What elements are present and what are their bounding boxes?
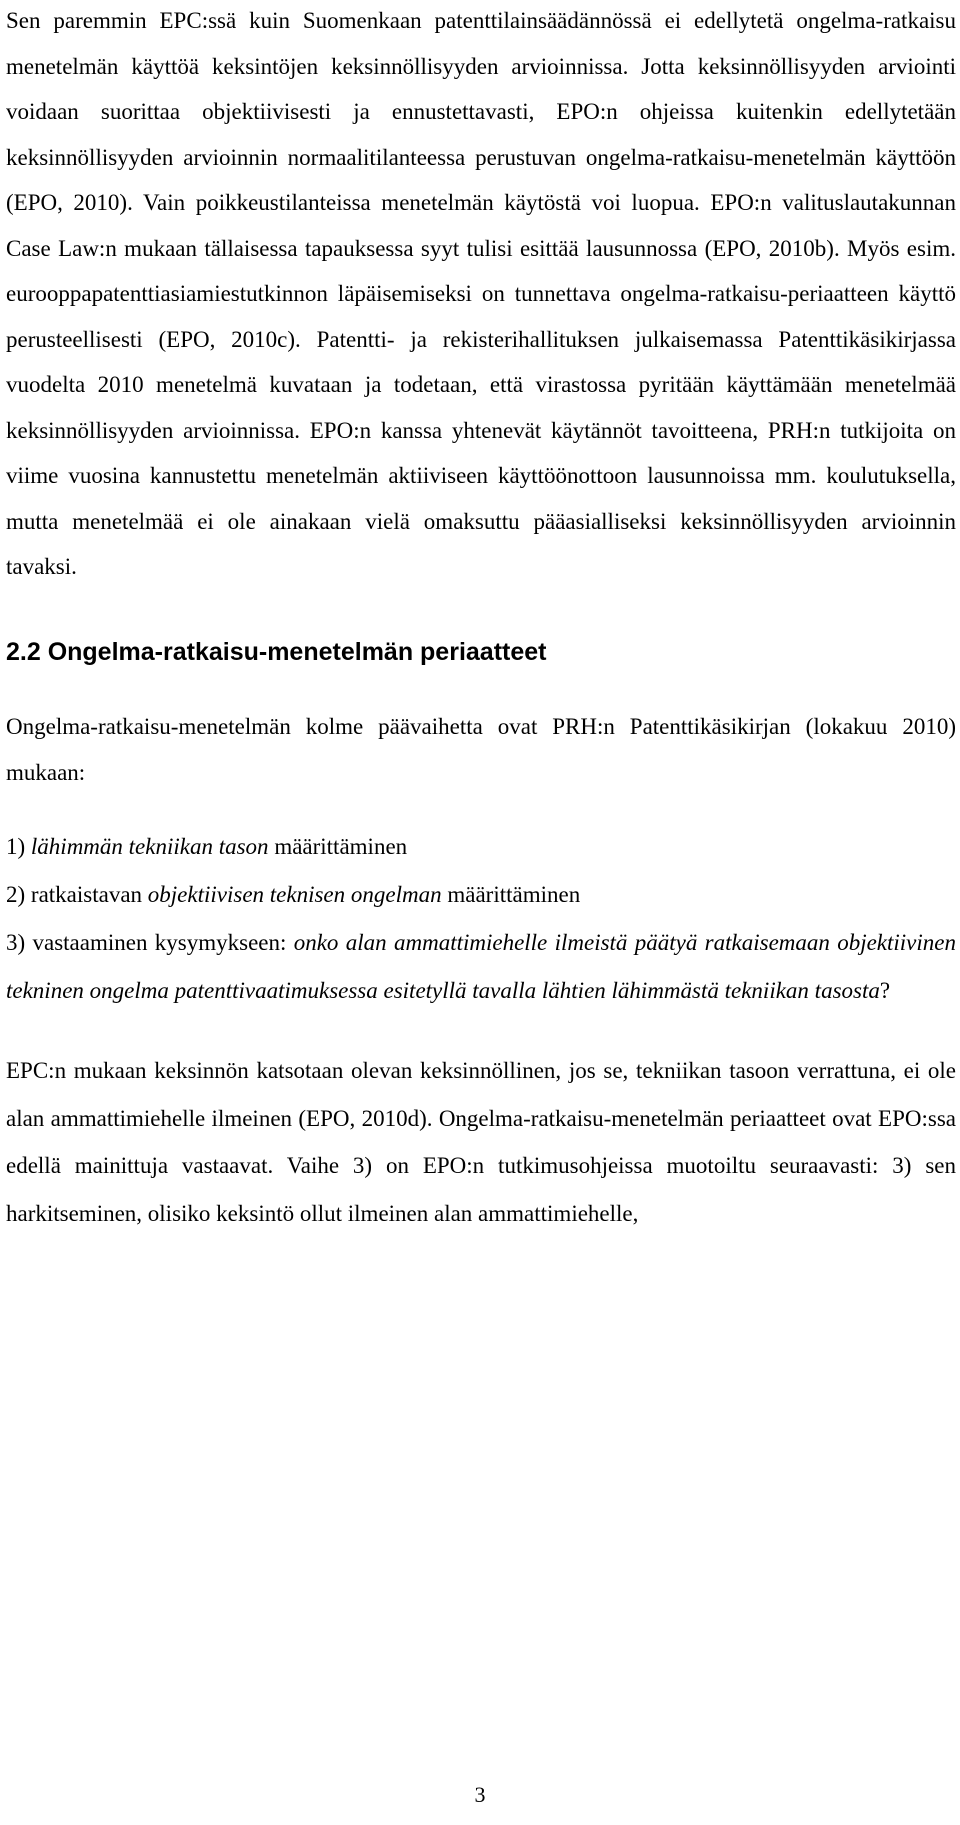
- step-emphasis: lähimmän tekniikan tason: [30, 834, 269, 859]
- step-emphasis: objektiivisen teknisen ongelman: [147, 882, 442, 907]
- step-number: 2): [6, 882, 26, 907]
- step-number: 3): [6, 930, 26, 955]
- step-text: vastaaminen kysymykseen:: [32, 930, 294, 955]
- step-number: 1): [6, 834, 26, 859]
- body-paragraph-2: Ongelma-ratkaisu-menetelmän kolme päävaihetta ovat PRH:n Patenttikäsikirjan (lokakuu 2010) mukaan:: [6, 714, 956, 785]
- document-page: [6, 0, 956, 1237]
- step-item-3: [6, 919, 956, 1015]
- step-text: määrittäminen: [268, 834, 408, 859]
- step-text: ?: [879, 978, 891, 1003]
- step-text: määrittäminen: [441, 882, 581, 907]
- step-emphasis: onko alan ammattimiehelle ilmeistä päätyä ratkaisemaan objektiivinen tekninen ongelma patenttivaatimuksessa esitetyllä tavalla lähtien lähimmästä tekniikan tasosta: [6, 930, 956, 1003]
- page-number: 3: [474, 1782, 486, 1807]
- section-heading: 2.2 Ongelma-ratkaisu-menetelmän periaatteet: [6, 637, 547, 666]
- step-text: ratkaistavan: [30, 882, 148, 907]
- step-item-1: [6, 823, 956, 871]
- body-paragraph-3: EPC:n mukaan keksinnön katsotaan olevan keksinnöllinen, jos se, tekniikan tasoon verrattuna, ei ole alan ammattimiehelle ilmeinen (EPO, 2010d). Ongelma-ratkaisu-menetelmän periaatteet ovat EPO:ssa edellä mainittuja vastaavat. Vaihe 3) on EPO:n tutkimusohjeissa muotoiltu seuraavasti: 3) sen harkitseminen, olisiko keksintö ollut ilmeinen alan ammattimiehelle,: [6, 1058, 956, 1226]
- step-item-2: [6, 871, 956, 919]
- steps-list: [6, 823, 956, 1015]
- body-paragraph-1: Sen paremmin EPC:ssä kuin Suomenkaan patenttilainsäädännössä ei edellytetä ongelma-ratkaisu menetelmän käyttöä keksintöjen keksinnöllisyyden arvioinnissa. Jotta keksinnöllisyyden arviointi voidaan suorittaa objektiivisesti ja ennustettavasti, EPO:n ohjeissa kuitenkin edellytetään keksinnöllisyyden arvioinnin normaalitilanteessa perustuvan ongelma-ratkaisu-menetelmän käyttöön (EPO, 2010). Vain poikkeustilanteissa menetelmän käytöstä voi luopua. EPO:n valituslautakunnan Case Law:n mukaan tällaisessa tapauksessa syyt tulisi esittää lausunnossa (EPO, 2010b). Myös esim. eurooppapatenttiasiamiestutkinnon läpäisemiseksi on tunnettava ongelma-ratkaisu-periaatteen käyttö perusteellisesti (EPO, 2010c). Patentti- ja rekisterihallituksen julkaisemassa Patenttikäsikirjassa vuodelta 2010 menetelmä kuvataan ja todetaan, että virastossa pyritään käyttämään menetelmää keksinnöllisyyden arvioinnissa. EPO:n kanssa yhtenevät käytännöt tavoitteena, PRH:n tutkijoita on viime vuosina kannustettu menetelmän aktiiviseen käyttöönottoon lausunnoissa mm. koulutuksella, mutta menetelmää ei ole ainakaan vielä omaksuttu pääasialliseksi keksinnöllisyyden arvioinnin tavaksi.: [6, 8, 956, 579]
